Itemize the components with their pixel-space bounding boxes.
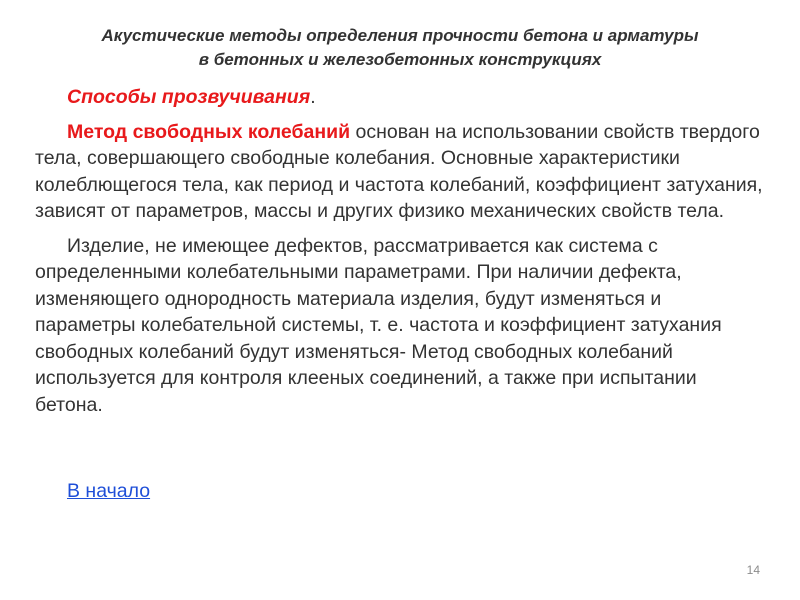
paragraph-free-oscillation — [35, 119, 765, 225]
paragraph-1-text: основан на использовании свойств твердого тела, совершающего свободные колебания. Основные характеристики колеблющегося тела, как период и частота колебаний, коэффициент затухания, зависят от параметров, массы и других физико механических свойств тела. — [35, 120, 763, 222]
section-heading-punct: . — [310, 86, 316, 108]
title-line-1: Акустические методы определения прочности бетона и арматуры — [101, 26, 699, 45]
page-number: 14 — [746, 563, 760, 577]
section-heading-text: Способы прозвучивания — [67, 86, 311, 108]
paragraph-2-text: Изделие, не имеющее дефектов, рассматривается как система с определенными колебательными параметрами. При наличии дефекта, изменяющего однородность материала изделия, будут изменяться и параметры колебательной системы, т. е. частота и коэффициент затухания свободных колебаний будут изменяться- Метод свободных колебаний используется для контроля клееных соединений, а также при испытании бетона. — [35, 234, 722, 416]
back-to-start-link[interactable]: В начало — [67, 480, 151, 502]
back-link-container — [67, 478, 150, 504]
section-heading — [35, 84, 765, 111]
title-line-2: в бетонных и железобетонных конструкциях — [198, 50, 602, 69]
slide-body — [35, 84, 765, 426]
paragraph-defects — [35, 233, 765, 419]
slide-title — [40, 24, 760, 72]
method-term: Метод свободных колебаний — [67, 120, 351, 143]
